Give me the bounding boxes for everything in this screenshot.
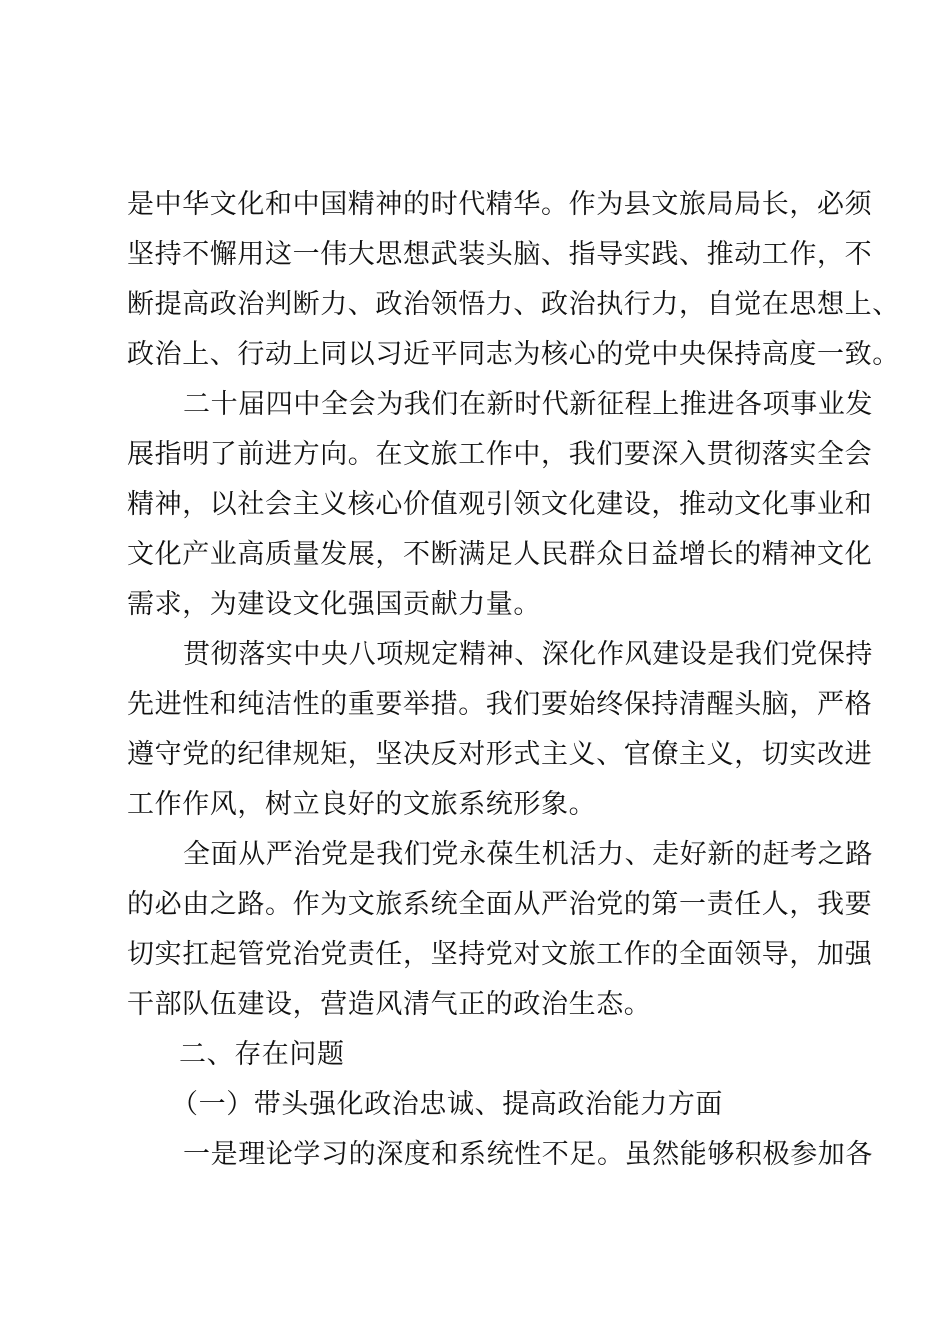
text-line: 需求，为建设文化强国贡献力量。 — [127, 589, 541, 620]
paragraph-1-continued — [127, 183, 900, 383]
text-line: 政治上、行动上同以习近平同志为核心的党中央保持高度一致。 — [127, 339, 900, 370]
text-line: 先进性和纯洁性的重要举措。我们要始终保持清醒头脑，严格 — [127, 689, 873, 720]
section-heading: 二、存在问题 — [179, 1039, 345, 1070]
text-line: 文化产业高质量发展，不断满足人民群众日益增长的精神文化 — [127, 539, 873, 570]
text-line-first: 全面从严治党是我们党永葆生机活力、走好新的赶考之路 — [183, 839, 873, 870]
text-line: 干部队伍建设，营造风清气正的政治生态。 — [127, 989, 652, 1020]
paragraph-2 — [127, 383, 887, 633]
text-line: 工作作风，树立良好的文旅系统形象。 — [127, 789, 597, 820]
text-line-first: 二十届四中全会为我们在新时代新征程上推进各项事业发 — [183, 389, 873, 420]
paragraph-3 — [127, 633, 887, 833]
sub-heading: （一）带头强化政治忠诚、提高政治能力方面 — [171, 1089, 723, 1120]
text-line-first: 贯彻落实中央八项规定精神、深化作风建设是我们党保持 — [183, 639, 873, 670]
text-line: 切实扛起管党治党责任，坚持党对文旅工作的全面领导，加强 — [127, 939, 873, 970]
text-line: 精神，以社会主义核心价值观引领文化建设，推动文化事业和 — [127, 489, 873, 520]
text-line: 坚持不懈用这一伟大思想武装头脑、指导实践、推动工作，不 — [127, 239, 873, 270]
text-line: 是中华文化和中国精神的时代精华。作为县文旅局局长，必须 — [127, 189, 873, 220]
paragraph-4 — [127, 833, 887, 1033]
document-body — [127, 183, 900, 1183]
text-line: 展指明了前进方向。在文旅工作中，我们要深入贯彻落实全会 — [127, 439, 873, 470]
text-line: 遵守党的纪律规矩，坚决反对形式主义、官僚主义，切实改进 — [127, 739, 873, 770]
text-line: 断提高政治判断力、政治领悟力、政治执行力，自觉在思想上、 — [127, 289, 900, 320]
paragraph-5-first-line: 一是理论学习的深度和系统性不足。虽然能够积极参加各 — [183, 1139, 873, 1170]
text-line: 的必由之路。作为文旅系统全面从严治党的第一责任人，我要 — [127, 889, 873, 920]
